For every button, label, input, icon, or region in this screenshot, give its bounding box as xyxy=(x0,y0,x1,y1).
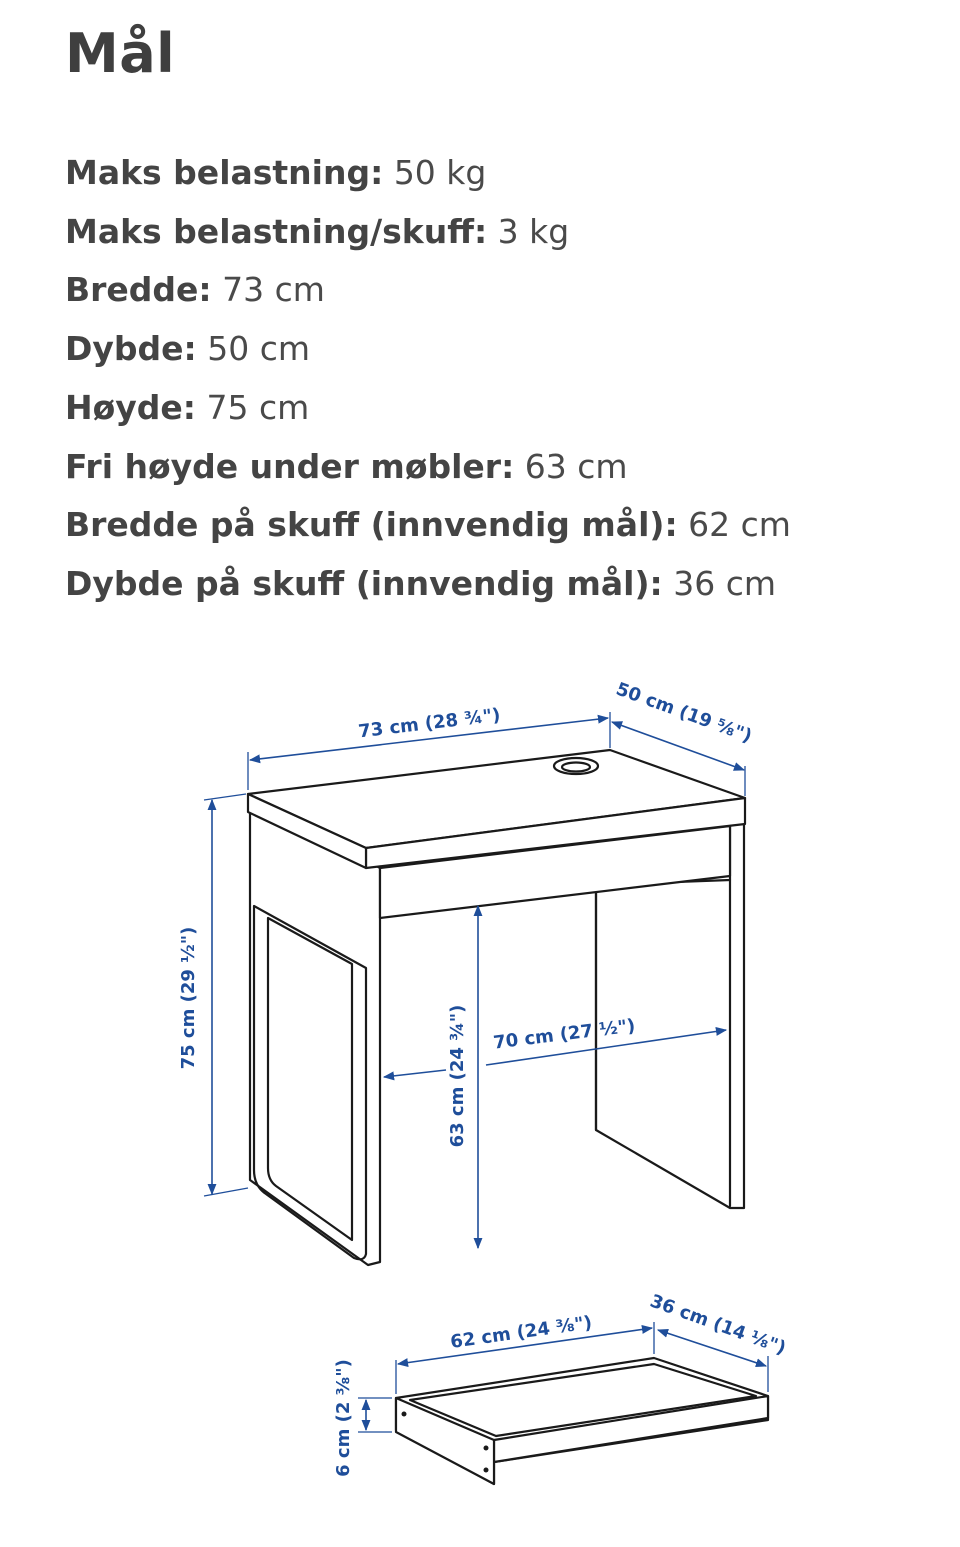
desk-illustration xyxy=(248,750,745,1265)
drawer-height-label: 6 cm (2 ⅜") xyxy=(333,1359,354,1477)
spec-row xyxy=(65,261,791,320)
desk-width-label: 73 cm (28 ¾") xyxy=(357,704,502,743)
clearance-label: 63 cm (24 ¾") xyxy=(447,1004,468,1148)
spec-label: Bredde: xyxy=(65,270,212,310)
drawer-width-label: 62 cm (24 ⅜") xyxy=(449,1312,594,1353)
spec-label: Fri høyde under møbler: xyxy=(65,446,515,486)
desk-height-label: 75 cm (29 ½") xyxy=(178,926,199,1070)
desk-depth-label: 50 cm (19 ⅝") xyxy=(613,678,755,748)
inner-width-label: 70 cm (27 ½") xyxy=(492,1015,637,1054)
dimension-drawing xyxy=(0,650,960,1547)
spec-label: Maks belastning/skuff: xyxy=(65,211,488,251)
spec-value: 50 cm xyxy=(207,329,311,369)
spec-row xyxy=(65,203,791,262)
spec-label: Høyde: xyxy=(65,387,197,427)
spec-value: 36 cm xyxy=(673,563,777,603)
spec-value: 63 cm xyxy=(524,446,628,486)
page-title: Mål xyxy=(65,22,176,85)
spec-row xyxy=(65,379,791,438)
spec-row xyxy=(65,144,791,203)
spec-value: 62 cm xyxy=(688,505,791,545)
spec-list xyxy=(65,144,791,614)
spec-label: Dybde på skuff (innvendig mål): xyxy=(65,563,663,603)
drawer-illustration xyxy=(396,1358,768,1484)
spec-value: 75 cm xyxy=(206,387,310,427)
spec-value: 50 kg xyxy=(393,153,487,192)
spec-label: Bredde på skuff (innvendig mål): xyxy=(65,505,678,545)
drawer-depth-label: 36 cm (14 ⅛") xyxy=(647,1290,789,1360)
spec-value: 73 cm xyxy=(222,270,325,310)
spec-row xyxy=(65,438,791,497)
spec-row xyxy=(65,496,791,555)
spec-value: 3 kg xyxy=(497,211,570,251)
spec-row xyxy=(65,320,791,379)
spec-row xyxy=(65,555,791,614)
spec-label: Maks belastning: xyxy=(65,153,384,192)
spec-label: Dybde: xyxy=(65,329,197,369)
